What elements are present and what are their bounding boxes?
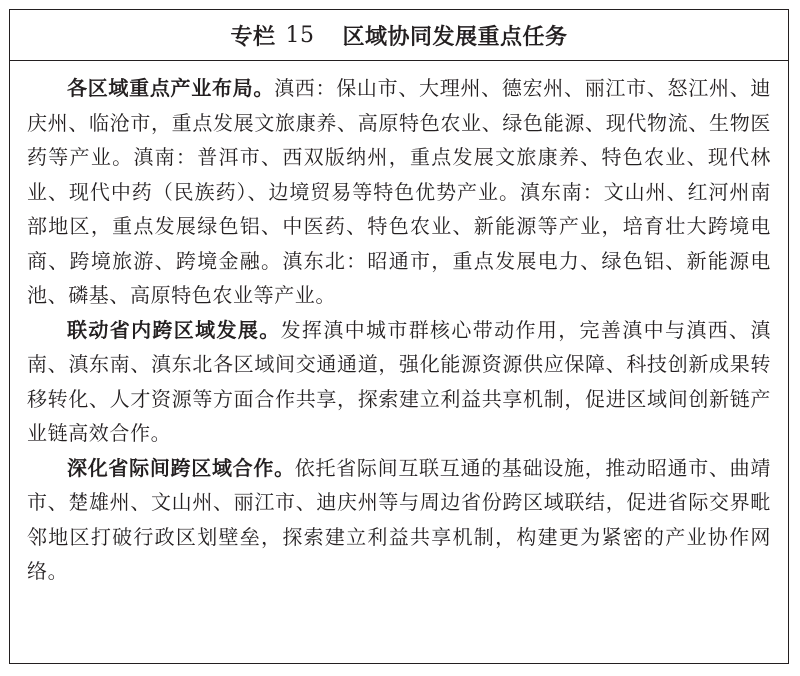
paragraph-text: 发挥滇中城市群核心带动作用，完善滇中与滇西、滇南、滇东南、滇东北各区域间交通通道，强化能源资源供应保障、科技创新成果转移转化、人才资源等方面合作共享，探索建立利益共享机制，促进区域间创新链产业链高效合作。 (27, 317, 771, 445)
paragraph-inter-province (27, 451, 771, 589)
paragraph-text: 依托省际间互联互通的基础设施，推动昭通市、曲靖市、楚雄州、文山州、丽江市、迪庆州等与周边省份跨区域联结，促进省际交界毗邻地区打破行政区划壁垒，探索建立利益共享机制，构建更为紧密的产业协作网络。 (27, 455, 771, 583)
column-panel (9, 9, 789, 664)
paragraph-industry-layout (27, 71, 771, 313)
paragraph-heading: 各区域重点产业布局。 (67, 76, 275, 100)
panel-number: 15 (285, 22, 315, 48)
paragraph-text: 滇西：保山市、大理州、德宏州、丽江市、怒江州、迪庆州、临沧市，重点发展文旅康养、高原特色农业、绿色能源、现代物流、生物医药等产业。滇南：普洱市、西双版纳州，重点发展文旅康养、特色农业、现代林业、现代中药（民族药）、边境贸易等特色优势产业。滇东南：文山州、红河州南部地区，重点发展绿色铝、中医药、特色农业、新能源等产业，培育壮大跨境电商、跨境旅游、跨境金融。滇东北：昭通市，重点发展电力、绿色铝、新能源电池、磷基、高原特色农业等产业。 (27, 76, 771, 307)
panel-label: 专栏 (230, 24, 276, 50)
panel-body (10, 61, 788, 589)
paragraph-intra-province (27, 313, 771, 451)
paragraph-heading: 深化省际间跨区域合作。 (67, 455, 295, 480)
panel-title-text: 区域协同发展重点任务 (342, 24, 568, 50)
paragraph-heading: 联动省内跨区域发展。 (67, 317, 281, 342)
panel-title (10, 10, 788, 61)
